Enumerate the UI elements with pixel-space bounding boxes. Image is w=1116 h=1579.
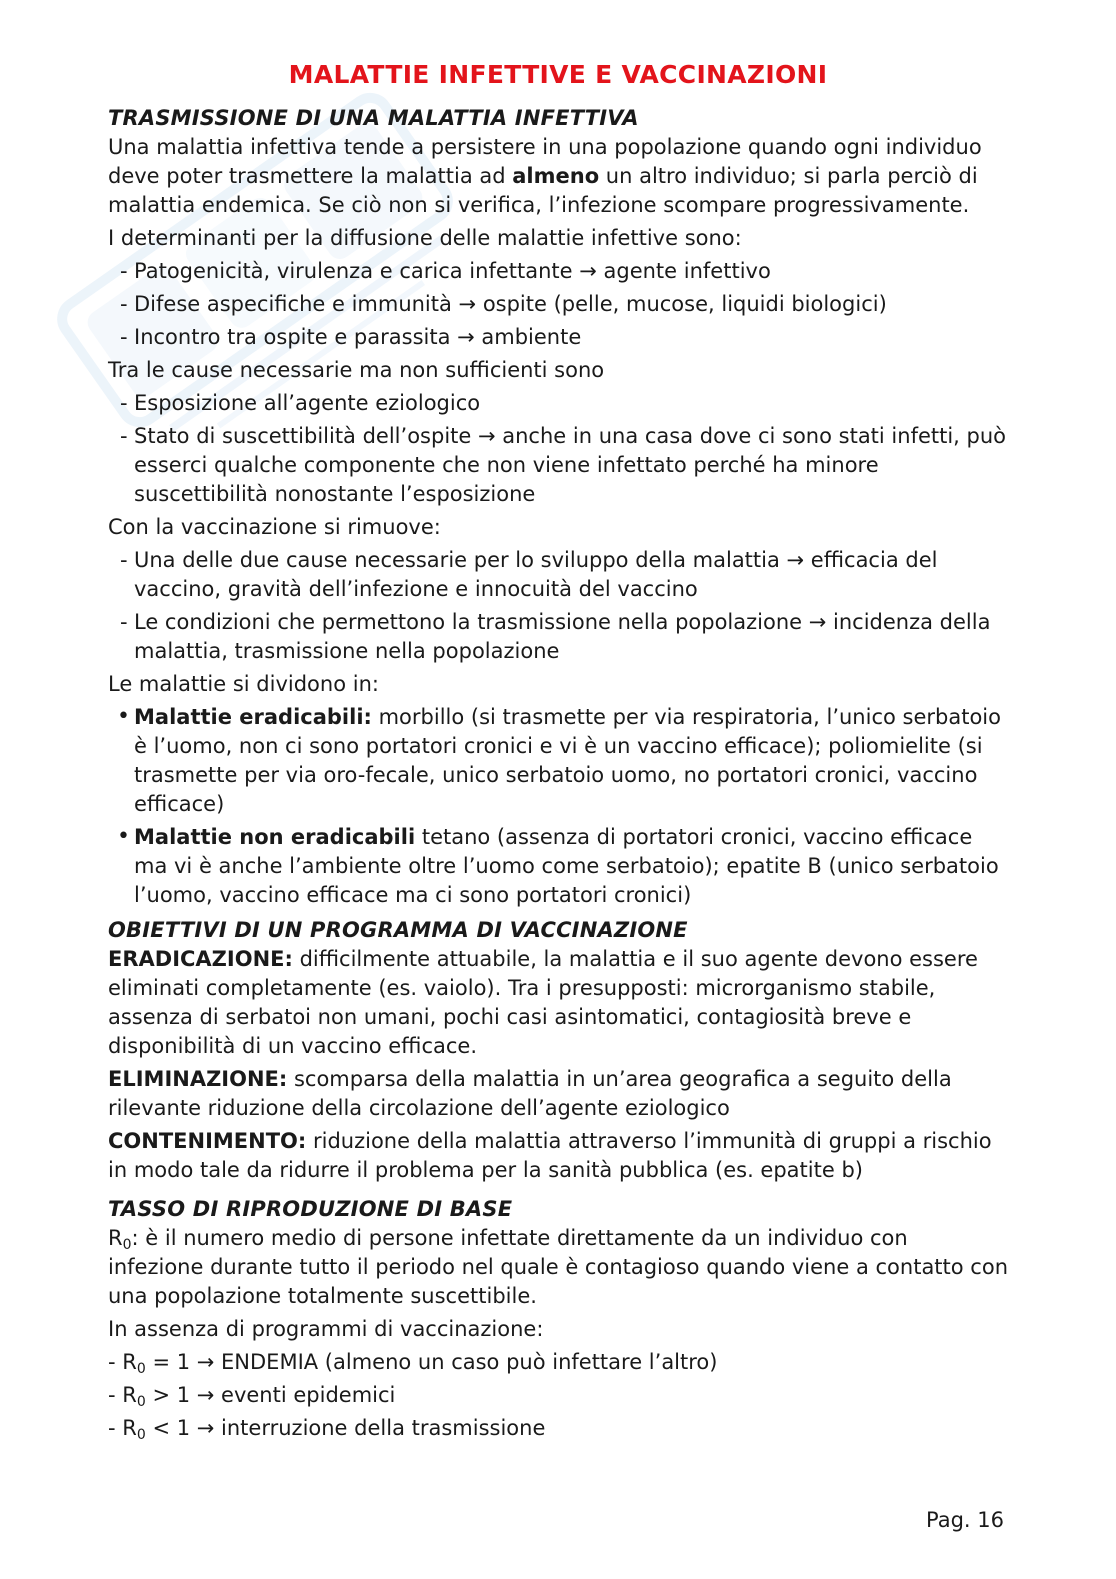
removes-list <box>108 546 1008 666</box>
paragraph-vaccinazione: Con la vaccinazione si rimuove: <box>108 515 441 539</box>
list-item: • Malattie non eradicabili tetano (assenza di portatori cronici, vaccino efficace ma vi è anche l’ambiente oltre l’uomo come serbatoio); epatite B (unico serbatoio l’uomo, vaccino efficace ma ci sono portatori cronici) <box>108 823 1008 910</box>
list-item: - Stato di suscettibilità dell’ospite → anche in una casa dove ci sono stati infetti, può esserci qualche componente che non viene infettato perché ha minore suscettibilità nonostante l’esposizione <box>108 422 1008 509</box>
r0-case-endemia: - $R_0 = 1$ → ENDEMIA (almeno un caso può infettare l’altro) <box>108 1350 718 1377</box>
paragraph-contenimento: CONTENIMENTO: riduzione della malattia attraverso l’immunità di gruppi a rischio in modo tale da ridurre il problema per la sanità pubblica (es. epatite b) <box>108 1129 992 1182</box>
determinants-list <box>108 257 1008 352</box>
paragraph-r0-definition: $R_0$: è il numero medio di persone infettate direttamente da un individuo con infezione durante tutto il periodo nel quale è contagioso quando viene a contatto con una popolazione totalmente suscettibile. <box>108 1226 1009 1308</box>
document-page <box>108 58 1008 1447</box>
list-item: - Le condizioni che permettono la trasmissione nella popolazione → incidenza della malattia, trasmissione nella popolazione <box>108 608 1008 666</box>
section-heading-trasmissione: TRASMISSIONE DI UNA MALATTIA INFETTIVA <box>108 106 639 130</box>
section-heading-tasso: TASSO DI RIPRODUZIONE DI BASE <box>108 1197 513 1221</box>
list-item: - Incontro tra ospite e parassita → ambiente <box>108 323 1008 352</box>
list-item: - Una delle due cause necessarie per lo sviluppo della malattia → efficacia del vaccino, gravità dell’infezione e innocuità del vaccino <box>108 546 1008 604</box>
list-item: • Malattie eradicabili: morbillo (si trasmette per via respiratoria, l’unico serbatoio è l’uomo, non ci sono portatori cronici e vi è un vaccino efficace); poliomielite (si trasmette per via oro-fecale, unico serbatoio uomo, no portatori cronici, vaccino efficace) <box>108 703 1008 819</box>
paragraph-cause: Tra le cause necessarie ma non sufficienti sono <box>108 358 605 382</box>
causes-list <box>108 389 1008 509</box>
page-number: Pag. 16 <box>926 1508 1004 1532</box>
list-item: - Esposizione all’agente eziologico <box>108 389 1008 418</box>
r0-case-interruzione: - $R_0 < 1$ → interruzione della trasmissione <box>108 1416 546 1443</box>
paragraph-eliminazione: ELIMINAZIONE: scomparsa della malattia in un’area geografica a seguito della rilevante riduzione della circolazione dell’agente eziologico <box>108 1067 952 1120</box>
paragraph-eradicazione: ERADICAZIONE: difficilmente attuabile, la malattia e il suo agente devono essere eliminati completamente (es. vaiolo). Tra i presupposti: microrganismo stabile, assenza di serbatoi non umani, pochi casi asintomatici, contagiosità breve e disponibilità di un vaccino efficace. <box>108 947 978 1058</box>
paragraph-persistenza: Una malattia infettiva tende a persistere in una popolazione quando ogni individuo deve poter trasmettere la malattia ad almeno un altro individuo; si parla perciò di malattia endemica. Se ciò non si verifica, l’infezione scompare progressivamente. <box>108 135 982 217</box>
paragraph-determinanti: I determinanti per la diffusione delle malattie infettive sono: <box>108 226 742 250</box>
section-heading-obiettivi: OBIETTIVI DI UN PROGRAMMA DI VACCINAZIONE <box>108 918 688 942</box>
paragraph-malattie-divisione: Le malattie si dividono in: <box>108 672 379 696</box>
paragraph-assenza: In assenza di programmi di vaccinazione: <box>108 1317 544 1341</box>
list-item: - Difese aspecifiche e immunità → ospite (pelle, mucose, liquidi biologici) <box>108 290 1008 319</box>
list-item: - Patogenicità, virulenza e carica infettante → agente infettivo <box>108 257 1008 286</box>
r0-case-epidemia: - $R_0 > 1$ → eventi epidemici <box>108 1383 396 1410</box>
page-title: MALATTIE INFETTIVE E VACCINAZIONI <box>288 60 828 89</box>
disease-types-list <box>108 703 1008 910</box>
